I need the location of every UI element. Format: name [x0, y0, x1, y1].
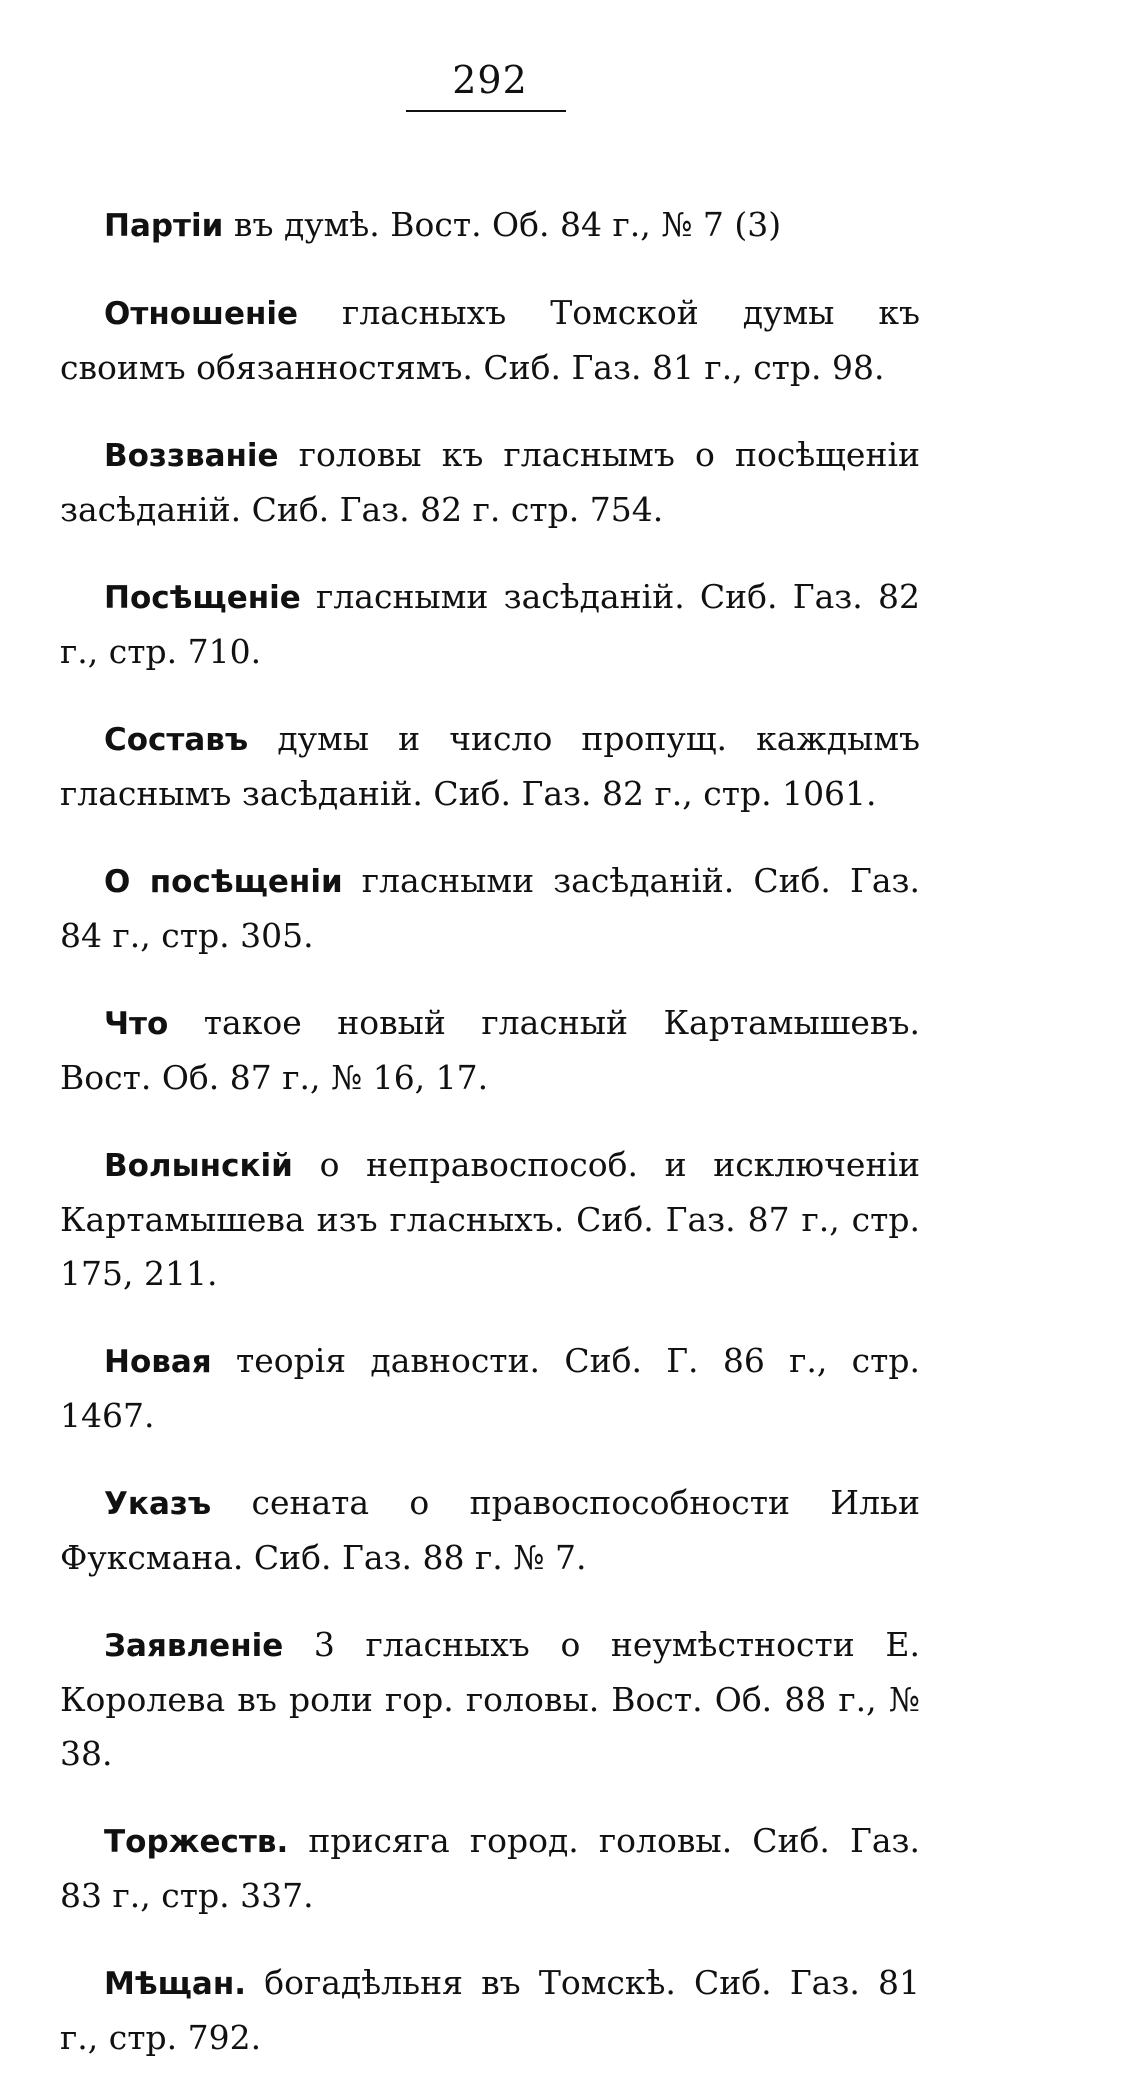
entry-title: Посѣщеніе [104, 580, 301, 616]
entry-text: присяга город. головы. Сиб. Газ. 83 г., стр. 337. [60, 1821, 920, 1915]
entry-title: Заявленіе [104, 1628, 284, 1664]
entry-title: Что [104, 1006, 169, 1042]
entry [60, 1476, 920, 1585]
page-number: 292 [452, 58, 528, 102]
entry [60, 712, 920, 821]
entry-title: Волынскій [104, 1148, 293, 1184]
entry-list [60, 165, 920, 2073]
entry [60, 854, 920, 963]
entry [60, 198, 920, 253]
entry-title: О посѣщеніи [104, 864, 343, 900]
entry [60, 570, 920, 679]
entry-text: думы и число пропущ. каждымъ гласнымъ засѣданій. Сиб. Газ. 82 г., стр. 1061. [60, 719, 920, 813]
entry-text: въ думѣ. Вост. Об. 84 г., № 7 (3) [233, 205, 782, 244]
entry-text: такое новый гласный Картамышевъ. Вост. Об. 87 г., № 16, 17. [60, 1003, 920, 1097]
entry-text: теорія давности. Сиб. Г. 86 г., стр. 1467. [60, 1341, 920, 1435]
entry [60, 1618, 920, 1781]
entry-title: Мѣщан. [104, 1966, 247, 2002]
entry-text: сената о правоспособности Ильи Фуксмана. Сиб. Газ. 88 г. № 7. [60, 1483, 920, 1577]
entry-title: Воззваніе [104, 438, 279, 474]
entry [60, 286, 920, 395]
header-rule [406, 110, 566, 112]
entry-title: Указъ [104, 1486, 212, 1522]
entry [60, 1334, 920, 1443]
entry [60, 996, 920, 1105]
entry [60, 1956, 920, 2065]
entry-title: Составъ [104, 722, 249, 758]
entry-text: гласными засѣданій. Сиб. Газ. 84 г., стр. 305. [60, 861, 920, 955]
entry-title: Торжеств. [104, 1824, 289, 1860]
entry-text: гласными засѣданій. Сиб. Газ. 82 г., стр. 710. [60, 577, 920, 671]
entry-text: богадѣльня въ Томскѣ. Сиб. Газ. 81 г., стр. 792. [60, 1963, 920, 2057]
entry-text: головы къ гласнымъ о посѣщеніи засѣданій. Сиб. Газ. 82 г. стр. 754. [60, 435, 920, 529]
entry-title: Партіи [104, 208, 224, 244]
entry-title: Отношеніе [104, 296, 299, 332]
entry-title: Новая [104, 1344, 212, 1380]
entry-text: 3 гласныхъ о неумѣстности Е. Королева въ роли гор. головы. Вост. Об. 88 г., № 38. [60, 1625, 920, 1773]
entry [60, 1138, 920, 1301]
entry [60, 428, 920, 537]
entry-text: гласныхъ Томской думы къ своимъ обязанностямъ. Сиб. Газ. 81 г., стр. 98. [60, 293, 920, 387]
entry [60, 1814, 920, 1923]
entry-text: о неправоспособ. и исключеніи Картамышева изъ гласныхъ. Сиб. Газ. 87 г., стр. 175, 211. [60, 1145, 920, 1293]
